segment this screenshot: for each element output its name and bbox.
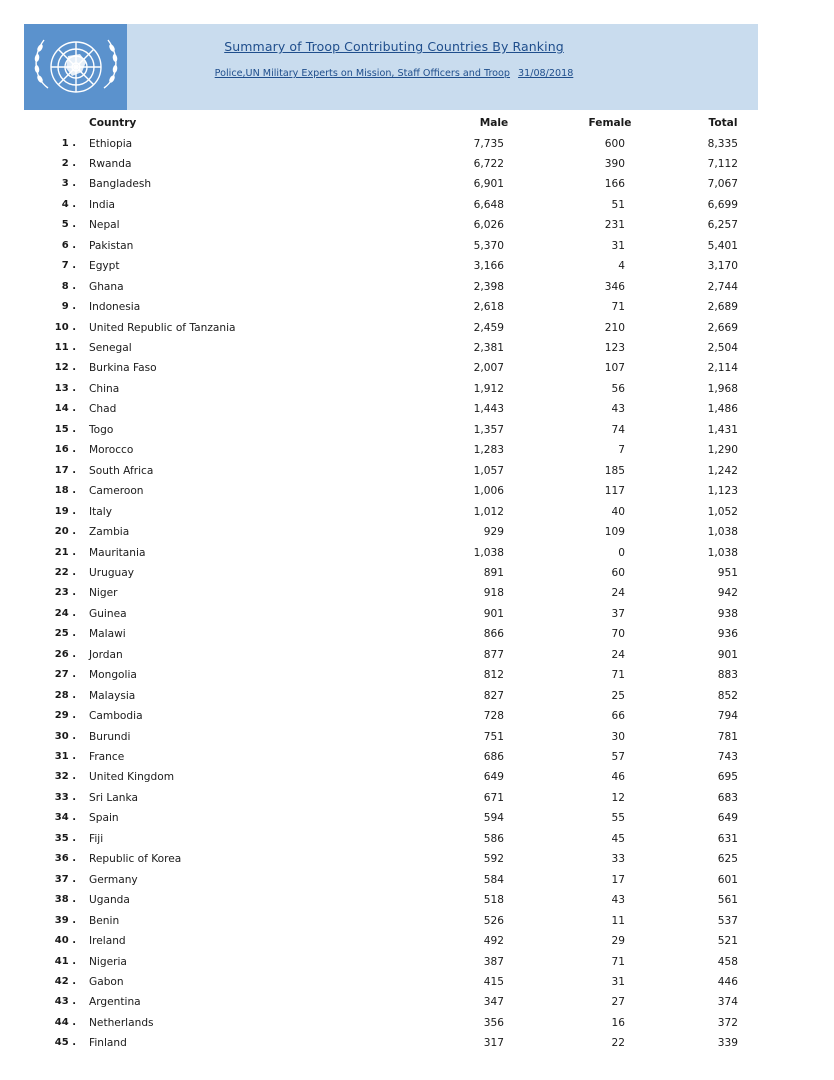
row-rank: 24 .	[54, 607, 76, 619]
row-rank: 7 .	[61, 260, 76, 272]
row-country: Mauritania	[89, 546, 146, 559]
row-country: United Republic of Tanzania	[89, 321, 236, 334]
row-total: 1,290	[707, 444, 738, 457]
row-rank: 2 .	[61, 157, 76, 169]
row-rank: 18 .	[54, 485, 76, 497]
table-row	[0, 256, 834, 276]
table-row	[0, 911, 834, 931]
row-total: 7,067	[707, 178, 738, 191]
row-country: Uganda	[89, 894, 130, 907]
row-male: 728	[483, 710, 504, 723]
row-male: 866	[483, 628, 504, 641]
row-country: Senegal	[89, 342, 132, 354]
table-row	[0, 174, 834, 194]
row-rank: 36 .	[54, 853, 76, 865]
row-male: 387	[483, 955, 504, 968]
row-male: 586	[483, 832, 504, 845]
row-total: 695	[717, 771, 738, 784]
row-rank: 11 .	[54, 342, 76, 353]
row-rank: 33 .	[54, 791, 76, 803]
row-country: Ireland	[89, 935, 126, 948]
row-male: 1,283	[473, 444, 504, 457]
row-total: 1,038	[707, 546, 738, 559]
table-row	[0, 543, 834, 563]
row-rank: 42 .	[54, 975, 76, 987]
row-male: 415	[483, 975, 504, 988]
row-male: 1,006	[473, 485, 504, 498]
table-row	[0, 1013, 834, 1033]
column-header-total: Total	[708, 117, 738, 129]
row-female: 29	[611, 935, 625, 948]
row-country: Finland	[89, 1037, 127, 1050]
table-row	[0, 502, 834, 522]
subtitle-text: Police,UN Military Experts on Mission, Staff Officers and Troop	[214, 68, 511, 79]
row-male: 526	[483, 914, 504, 927]
row-country: Italy	[89, 505, 112, 518]
row-female: 37	[611, 607, 625, 620]
row-rank: 43 .	[54, 996, 76, 1008]
table-row	[0, 277, 834, 297]
row-country: Mongolia	[89, 669, 137, 682]
table-row	[0, 522, 834, 542]
row-total: 2,669	[707, 321, 738, 334]
row-total: 372	[717, 1016, 738, 1029]
row-country: Bangladesh	[89, 178, 152, 191]
row-country: Spain	[89, 812, 119, 825]
row-female: 31	[611, 239, 625, 252]
row-male: 584	[483, 873, 504, 886]
row-total: 521	[717, 935, 738, 948]
row-total: 601	[717, 873, 738, 886]
row-total: 1,486	[707, 403, 738, 416]
row-male: 347	[483, 996, 504, 1009]
table-row	[0, 808, 834, 828]
row-country: Ghana	[89, 280, 124, 293]
row-total: 951	[717, 566, 738, 579]
row-female: 123	[604, 342, 625, 354]
table-row	[0, 154, 834, 174]
row-male: 6,722	[473, 157, 504, 170]
row-rank: 21 .	[54, 546, 76, 558]
row-female: 60	[611, 566, 625, 579]
row-country: Nigeria	[89, 955, 127, 968]
row-male: 812	[483, 669, 504, 682]
row-total: 625	[717, 853, 738, 866]
row-country: Ethiopia	[89, 137, 133, 150]
row-total: 852	[717, 689, 738, 702]
row-female: 17	[611, 873, 625, 886]
row-female: 27	[611, 996, 625, 1009]
row-total: 5,401	[707, 239, 738, 252]
row-total: 794	[717, 710, 738, 723]
row-male: 891	[483, 566, 504, 579]
table-row	[0, 297, 834, 317]
row-country: Egypt	[89, 260, 120, 273]
row-rank: 45 .	[54, 1037, 76, 1049]
row-country: Sri Lanka	[89, 791, 138, 804]
row-country: Chad	[89, 403, 117, 416]
row-female: 70	[611, 628, 625, 641]
row-male: 751	[483, 730, 504, 743]
row-rank: 44 .	[54, 1016, 76, 1028]
column-header-female: Female	[588, 117, 632, 129]
row-rank: 17 .	[54, 464, 76, 476]
table-row	[0, 215, 834, 235]
row-female: 43	[611, 894, 625, 907]
table-row	[0, 767, 834, 787]
row-female: 7	[618, 444, 625, 457]
row-rank: 3 .	[61, 178, 76, 190]
row-rank: 1 .	[61, 137, 76, 149]
row-rank: 8 .	[61, 280, 76, 292]
row-male: 686	[483, 751, 504, 763]
row-male: 901	[483, 607, 504, 620]
table-row	[0, 972, 834, 992]
row-country: Togo	[89, 423, 114, 436]
row-female: 45	[611, 832, 625, 845]
row-country: Burundi	[89, 730, 131, 743]
row-total: 1,431	[707, 423, 738, 436]
row-total: 374	[717, 996, 738, 1009]
row-male: 518	[483, 894, 504, 907]
row-rank: 10 .	[54, 321, 76, 333]
row-female: 117	[604, 485, 625, 498]
row-country: Burkina Faso	[89, 362, 157, 375]
row-rank: 26 .	[54, 648, 76, 660]
row-total: 942	[717, 587, 738, 600]
table-row	[0, 931, 834, 951]
row-female: 71	[611, 955, 625, 968]
row-total: 631	[717, 832, 738, 845]
row-country: Argentina	[89, 996, 141, 1009]
row-total: 561	[717, 894, 738, 907]
row-total: 2,504	[707, 342, 738, 354]
row-country: Morocco	[89, 444, 134, 457]
row-female: 30	[611, 730, 625, 743]
row-total: 2,744	[707, 280, 738, 293]
table-row	[0, 134, 834, 154]
row-rank: 23 .	[54, 587, 76, 599]
row-total: 458	[717, 955, 738, 968]
row-female: 109	[604, 526, 625, 539]
row-country: United Kingdom	[89, 771, 175, 784]
row-female: 71	[611, 301, 625, 314]
row-rank: 37 .	[54, 873, 76, 885]
row-total: 938	[717, 607, 738, 620]
row-male: 492	[483, 935, 504, 948]
row-total: 1,242	[707, 464, 738, 477]
table-row	[0, 952, 834, 972]
row-male: 827	[483, 689, 504, 702]
row-total: 339	[717, 1037, 738, 1050]
row-total: 1,052	[707, 505, 738, 518]
row-female: 231	[604, 219, 625, 232]
row-female: 31	[611, 975, 625, 988]
row-male: 1,038	[473, 546, 504, 559]
row-male: 1,357	[473, 423, 504, 436]
row-male: 3,166	[473, 260, 504, 273]
row-female: 600	[604, 137, 625, 150]
row-rank: 31 .	[54, 751, 76, 762]
row-male: 1,443	[473, 403, 504, 416]
column-header-male: Male	[479, 117, 509, 129]
row-country: South Africa	[89, 464, 154, 477]
row-rank: 34 .	[54, 812, 76, 824]
row-total: 446	[717, 975, 738, 988]
row-rank: 35 .	[54, 832, 76, 844]
row-rank: 15 .	[54, 423, 76, 435]
row-female: 25	[611, 689, 625, 702]
row-rank: 29 .	[54, 710, 76, 722]
row-country: Pakistan	[89, 239, 134, 252]
row-male: 2,007	[473, 362, 504, 375]
row-male: 6,901	[473, 178, 504, 191]
row-total: 1,123	[707, 485, 738, 498]
row-female: 390	[604, 157, 625, 170]
row-rank: 12 .	[54, 362, 76, 374]
row-total: 901	[717, 648, 738, 661]
row-total: 781	[717, 730, 738, 743]
row-female: 40	[611, 505, 625, 518]
row-total: 6,257	[707, 219, 738, 232]
row-female: 51	[611, 198, 625, 211]
row-total: 649	[717, 812, 738, 825]
table-row	[0, 992, 834, 1012]
report-date: 31/08/2018	[518, 68, 574, 79]
row-country: Nepal	[89, 219, 120, 232]
row-male: 7,735	[473, 137, 504, 150]
table-row	[0, 563, 834, 583]
table-row	[0, 379, 834, 399]
row-rank: 40 .	[54, 935, 76, 947]
row-male: 2,381	[473, 342, 504, 354]
row-male: 1,057	[473, 464, 504, 477]
row-country: Cambodia	[89, 710, 143, 723]
table-row	[0, 195, 834, 215]
row-total: 2,114	[707, 362, 738, 375]
row-country: Uruguay	[89, 566, 135, 579]
row-male: 649	[483, 771, 504, 784]
page-title: Summary of Troop Contributing Countries By Ranking	[224, 39, 564, 54]
row-male: 594	[483, 812, 504, 825]
table-row	[0, 440, 834, 460]
row-country: China	[89, 382, 120, 395]
row-rank: 6 .	[61, 239, 76, 251]
row-total: 1,038	[707, 526, 738, 539]
un-emblem-icon	[24, 24, 127, 110]
row-total: 936	[717, 628, 738, 641]
row-rank: 14 .	[54, 403, 76, 415]
row-total: 683	[717, 791, 738, 804]
row-male: 317	[483, 1037, 504, 1050]
row-total: 7,112	[707, 157, 738, 170]
table-row	[0, 420, 834, 440]
row-rank: 38 .	[54, 894, 76, 906]
row-rank: 5 .	[61, 219, 76, 231]
row-female: 166	[604, 178, 625, 191]
table-row	[0, 236, 834, 256]
row-rank: 32 .	[54, 771, 76, 783]
table-row	[0, 788, 834, 808]
table-row	[0, 706, 834, 726]
row-rank: 4 .	[61, 198, 76, 210]
row-female: 57	[611, 751, 625, 763]
row-male: 2,459	[473, 321, 504, 334]
row-male: 6,026	[473, 219, 504, 232]
row-country: France	[89, 751, 125, 763]
row-male: 6,648	[473, 198, 504, 211]
row-female: 24	[611, 587, 625, 600]
row-male: 929	[483, 526, 504, 539]
row-female: 24	[611, 648, 625, 661]
table-row	[0, 645, 834, 665]
row-rank: 19 .	[54, 505, 76, 517]
row-rank: 41 .	[54, 955, 76, 967]
row-female: 56	[611, 382, 625, 395]
row-rank: 13 .	[54, 382, 76, 394]
table-row	[0, 318, 834, 338]
row-rank: 39 .	[54, 914, 76, 926]
row-country: Cameroon	[89, 485, 144, 498]
row-total: 8,335	[707, 137, 738, 150]
row-total: 1,968	[707, 382, 738, 395]
row-male: 2,398	[473, 280, 504, 293]
row-female: 74	[611, 423, 625, 436]
row-total: 2,689	[707, 301, 738, 314]
row-male: 918	[483, 587, 504, 600]
row-rank: 22 .	[54, 566, 76, 578]
row-male: 671	[483, 791, 504, 804]
row-female: 185	[604, 464, 625, 477]
table-row	[0, 686, 834, 706]
row-country: Netherlands	[89, 1016, 154, 1029]
table-row	[0, 624, 834, 644]
page-subtitle	[184, 68, 604, 79]
row-total: 6,699	[707, 198, 738, 211]
row-country: Benin	[89, 914, 120, 927]
table-row	[0, 870, 834, 890]
row-country: Fiji	[89, 832, 104, 845]
row-male: 592	[483, 853, 504, 866]
row-female: 0	[618, 546, 625, 559]
row-rank: 20 .	[54, 526, 76, 538]
row-country: Jordan	[89, 648, 123, 661]
table-row	[0, 399, 834, 419]
row-country: Malaysia	[89, 689, 136, 702]
row-female: 16	[611, 1016, 625, 1029]
table-row	[0, 358, 834, 378]
table-header-row	[0, 113, 834, 133]
row-female: 22	[611, 1037, 625, 1050]
report-header	[24, 24, 758, 110]
row-male: 2,618	[473, 301, 504, 314]
table-row	[0, 829, 834, 849]
row-rank: 28 .	[54, 689, 76, 701]
row-male: 1,912	[473, 382, 504, 395]
row-total: 3,170	[707, 260, 738, 273]
table-row	[0, 604, 834, 624]
row-rank: 30 .	[54, 730, 76, 742]
row-male: 356	[483, 1016, 504, 1029]
table-row	[0, 890, 834, 910]
row-female: 46	[611, 771, 625, 784]
row-rank: 9 .	[61, 301, 76, 313]
table-row	[0, 583, 834, 603]
row-country: India	[89, 198, 115, 211]
row-female: 11	[611, 914, 625, 927]
row-male: 5,370	[473, 239, 504, 252]
table-row	[0, 849, 834, 869]
table-row	[0, 461, 834, 481]
row-country: Indonesia	[89, 301, 141, 314]
row-rank: 27 .	[54, 669, 76, 681]
row-total: 537	[717, 914, 738, 927]
row-female: 43	[611, 403, 625, 416]
row-country: Germany	[89, 873, 138, 886]
row-total: 743	[717, 751, 738, 763]
row-male: 1,012	[473, 505, 504, 518]
row-rank: 25 .	[54, 628, 76, 640]
row-rank: 16 .	[54, 444, 76, 456]
row-female: 55	[611, 812, 625, 825]
row-female: 107	[604, 362, 625, 375]
row-female: 346	[604, 280, 625, 293]
column-header-country: Country	[89, 117, 137, 129]
row-country: Malawi	[89, 628, 126, 641]
row-country: Rwanda	[89, 157, 132, 170]
table-row	[0, 338, 834, 358]
row-total: 883	[717, 669, 738, 682]
row-female: 33	[611, 853, 625, 866]
row-country: Niger	[89, 587, 118, 600]
row-female: 12	[611, 791, 625, 804]
table-row	[0, 747, 834, 767]
row-female: 66	[611, 710, 625, 723]
table-row	[0, 665, 834, 685]
row-country: Gabon	[89, 975, 124, 988]
un-globe-laurel-icon	[28, 26, 124, 108]
row-male: 877	[483, 648, 504, 661]
table-row	[0, 727, 834, 747]
row-country: Guinea	[89, 607, 127, 620]
table-row	[0, 1033, 834, 1053]
table-row	[0, 481, 834, 501]
row-country: Republic of Korea	[89, 853, 182, 866]
row-country: Zambia	[89, 526, 130, 539]
row-female: 4	[618, 260, 625, 273]
row-female: 210	[604, 321, 625, 334]
row-female: 71	[611, 669, 625, 682]
